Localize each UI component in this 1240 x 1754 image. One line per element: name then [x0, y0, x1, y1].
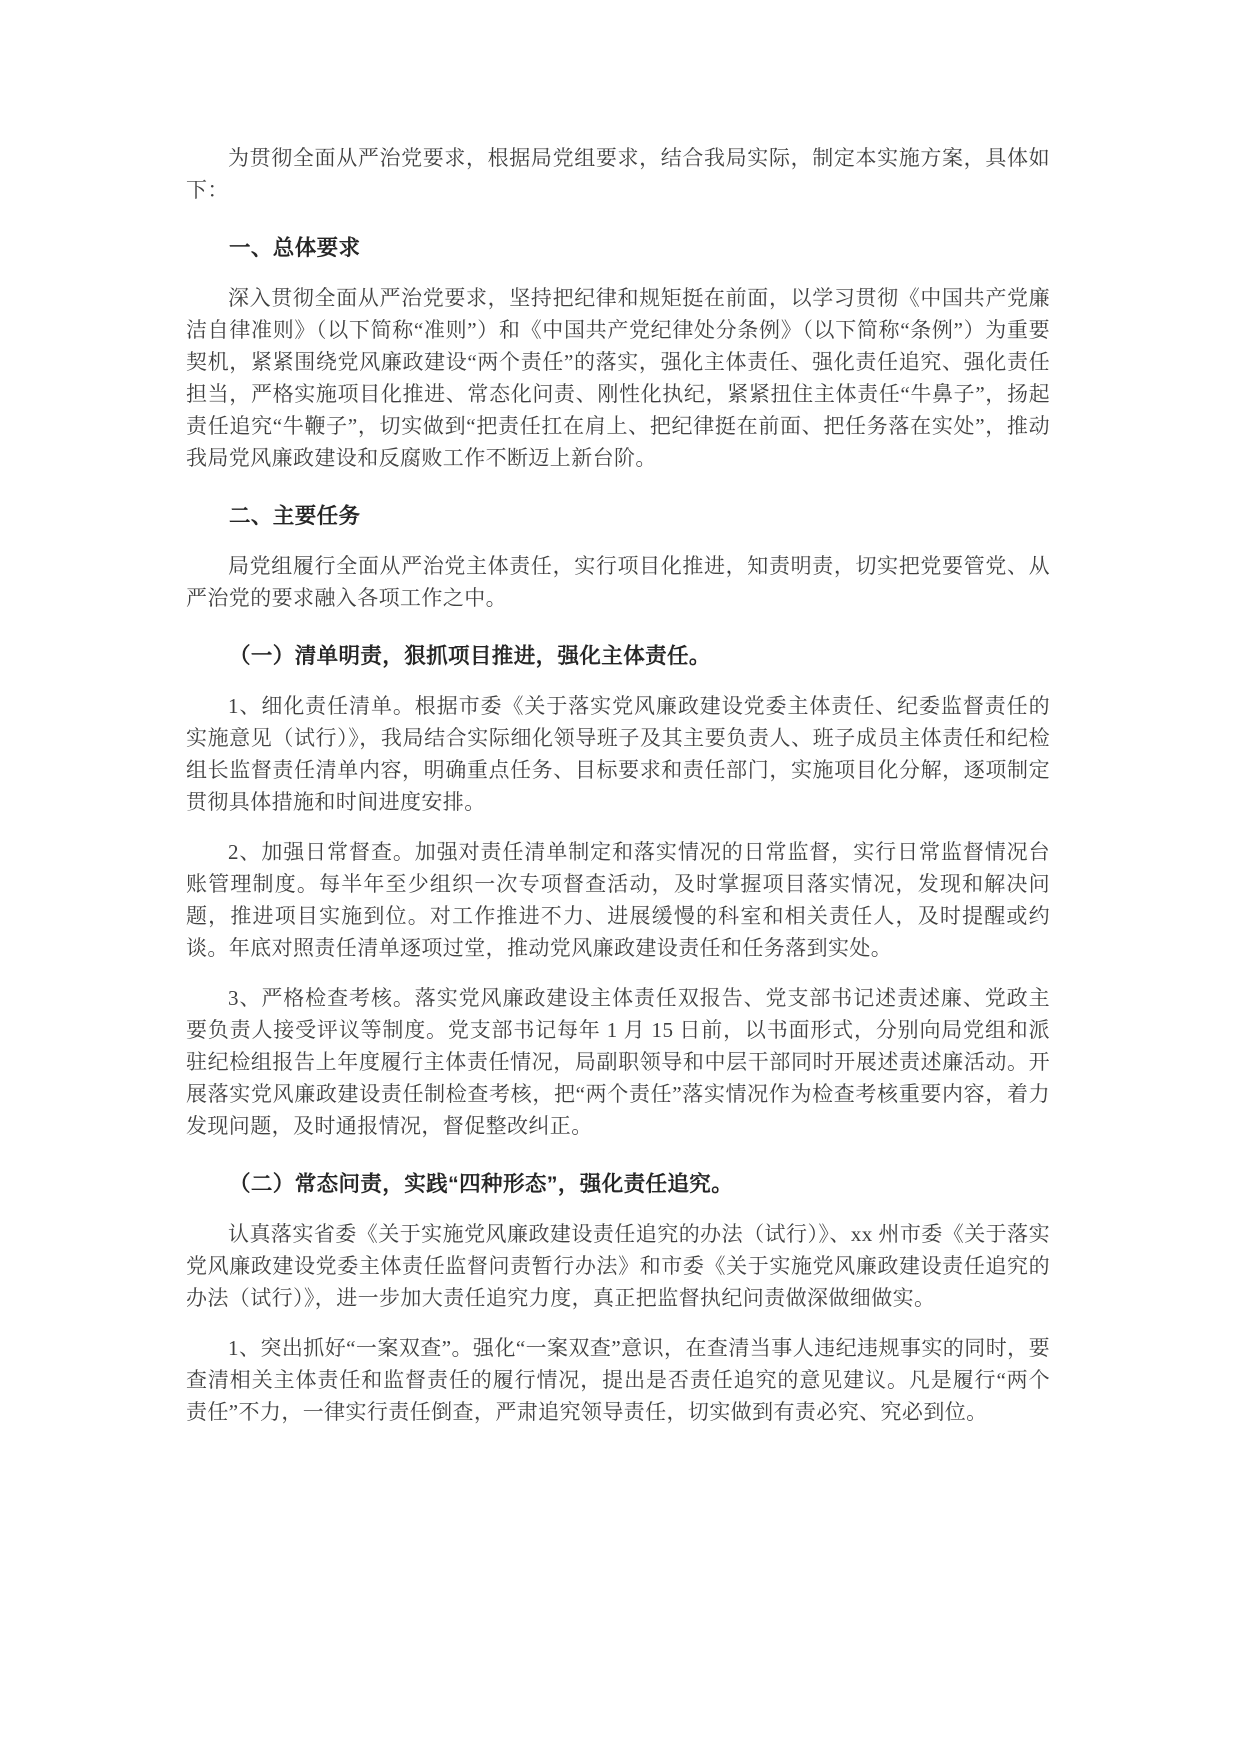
- subsection-2-intro-paragraph: 认真落实省委《关于实施党风廉政建设责任追究的办法（试行）》、xx 州市委《关于落实党风廉政建设党委主体责任监督问责暂行办法》和市委《关于实施党风廉政建设责任追究的办法（试行）》，进一步加大责任追究力度，真正把监督执纪问责做深做细做实。: [186, 1222, 1050, 1310]
- subsection-1-heading: （一）清单明责，狠抓项目推进，强化主体责任。: [229, 644, 711, 668]
- section-2-intro-paragraph: 局党组履行全面从严治党主体责任，实行项目化推进，知责明责，切实把党要管党、从严治党的要求融入各项工作之中。: [186, 554, 1050, 610]
- subsection-1-item-3-paragraph: 3、严格检查考核。落实党风廉政建设主体责任双报告、党支部书记述责述廉、党政主要负责人接受评议等制度。党支部书记每年 1 月 15 日前，以书面形式，分别向局党组和派驻纪检组报告上年度履行主体责任情况，局副职领导和中层干部同时开展述责述廉活动。开展落实党风廉政建设责任制检查考核，把“两个责任”落实情况作为检查考核重要内容，着力发现问题，及时通报情况，督促整改纠正。: [186, 986, 1050, 1138]
- subsection-1-item-1-paragraph: 1、细化责任清单。根据市委《关于落实党风廉政建设党委主体责任、纪委监督责任的实施意见（试行）》，我局结合实际细化领导班子及其主要负责人、班子成员主体责任和纪检组长监督责任清单内容，明确重点任务、目标要求和责任部门，实施项目化分解，逐项制定贯彻具体措施和时间进度安排。: [186, 694, 1050, 814]
- section-1-paragraph: 深入贯彻全面从严治党要求，坚持把纪律和规矩挺在前面，以学习贯彻《中国共产党廉洁自律准则》（以下简称“准则”）和《中国共产党纪律处分条例》（以下简称“条例”）为重要契机，紧紧围绕党风廉政建设“两个责任”的落实，强化主体责任、强化责任追究、强化责任担当，严格实施项目化推进、常态化问责、刚性化执纪，紧紧扭住主体责任“牛鼻子”，扬起责任追究“牛鞭子”，切实做到“把责任扛在肩上、把纪律挺在前面、把任务落在实处”，推动我局党风廉政建设和反腐败工作不断迈上新台阶。: [186, 286, 1050, 470]
- section-2-heading: 二、主要任务: [229, 504, 361, 528]
- subsection-2-heading: （二）常态问责，实践“四种形态”，强化责任追究。: [229, 1172, 734, 1196]
- subsection-2-item-1-paragraph: 1、突出抓好“一案双查”。强化“一案双查”意识，在查清当事人违纪违规事实的同时，要查清相关主体责任和监督责任的履行情况，提出是否责任追究的意见建议。凡是履行“两个责任”不力，一律实行责任倒查，严肃追究领导责任，切实做到有责必究、究必到位。: [186, 1336, 1050, 1424]
- section-1-heading: 一、总体要求: [229, 236, 361, 260]
- subsection-1-item-2-paragraph: 2、加强日常督查。加强对责任清单制定和落实情况的日常监督，实行日常监督情况台账管理制度。每半年至少组织一次专项督查活动，及时掌握项目落实情况，发现和解决问题，推进项目实施到位。对工作推进不力、进展缓慢的科室和相关责任人，及时提醒或约谈。年底对照责任清单逐项过堂，推动党风廉政建设责任和任务落到实处。: [186, 840, 1050, 960]
- intro-paragraph: 为贯彻全面从严治党要求，根据局党组要求，结合我局实际，制定本实施方案，具体如下：: [186, 146, 1050, 202]
